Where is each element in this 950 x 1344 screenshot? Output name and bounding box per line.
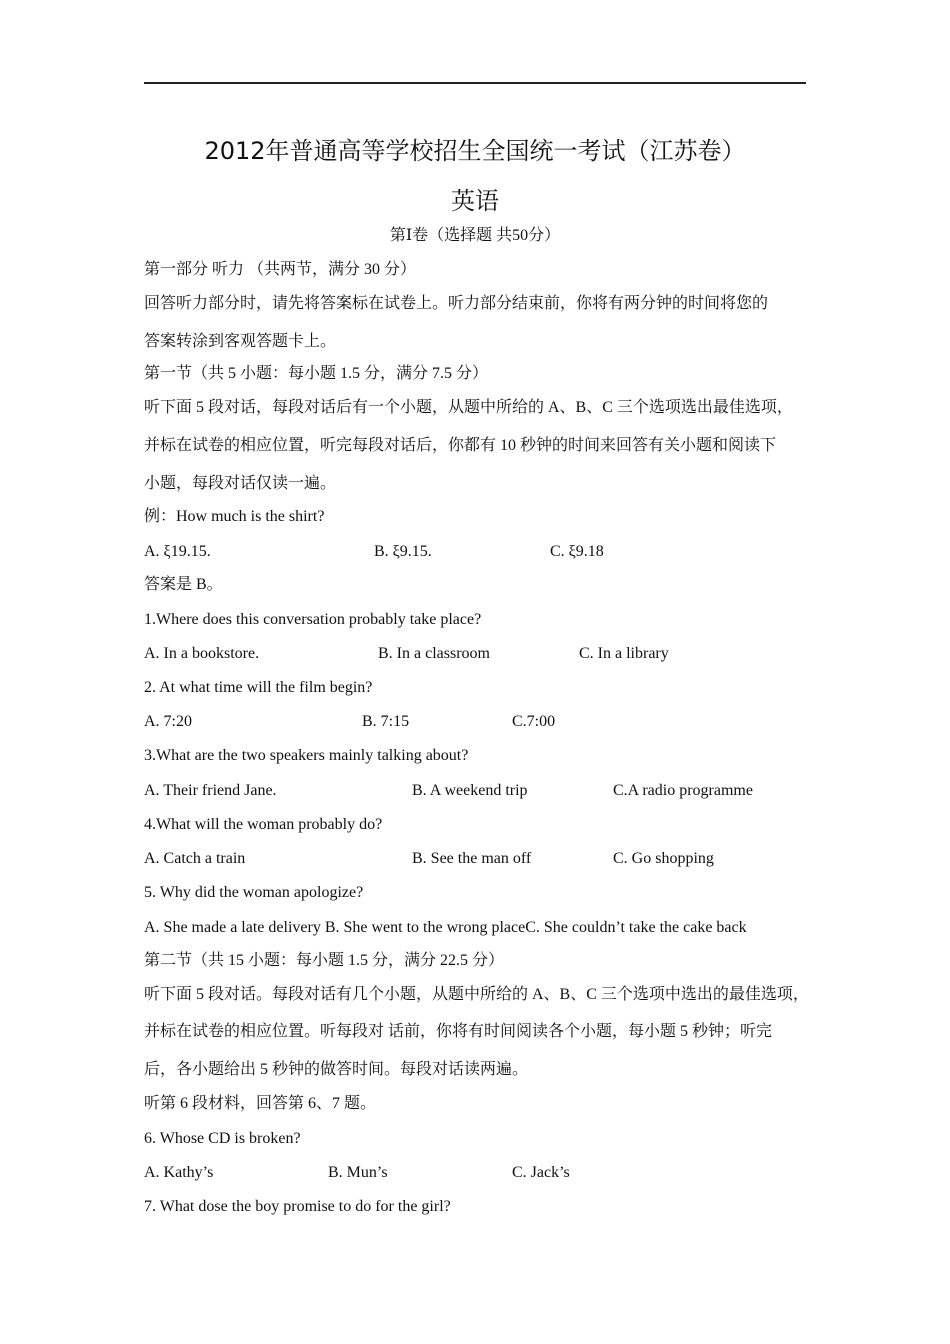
option-c[interactable]: C.7:00 [512, 713, 556, 730]
section2-heading: 第二节（共 15 小题：每小题 1.5 分，满分 22.5 分） [144, 952, 505, 969]
example-question: 例：How much is the shirt? [144, 508, 325, 525]
option-c[interactable]: C. In a library [579, 645, 669, 662]
question-7: 7. What dose the boy promise to do for the girl? [144, 1198, 451, 1215]
option-b[interactable]: B. A weekend trip [412, 782, 528, 799]
section1-instruction-line: 小题，每段对话仅读一遍。 [144, 475, 337, 492]
option-b[interactable]: B. 7:15 [362, 713, 410, 730]
volume-title: 第Ⅰ卷（选择题 共50分） [389, 227, 561, 244]
option-a[interactable]: A. Catch a train [144, 850, 246, 867]
option-a[interactable]: A. Their friend Jane. [144, 782, 277, 799]
option-b[interactable]: B. Mun’s [328, 1164, 388, 1181]
material-note: 听第 6 段材料，回答第 6、7 题。 [144, 1095, 377, 1112]
question-5-options[interactable]: A. She made a late delivery B. She went to the wrong placeC. She couldn’t take the cake back [144, 919, 747, 936]
option-a[interactable]: A. Kathy’s [144, 1164, 214, 1181]
option-c[interactable]: C. ξ9.18 [550, 543, 604, 560]
option-c[interactable]: C. Go shopping [613, 850, 714, 867]
option-b[interactable]: B. ξ9.15. [374, 543, 432, 560]
subject-title: 英语 [451, 187, 499, 215]
option-a[interactable]: A. In a bookstore. [144, 645, 260, 662]
part1-instruction-line: 答案转涂到客观答题卡上。 [144, 333, 337, 350]
section1-instruction-line: 听下面 5 段对话，每段对话后有一个小题，从题中所给的 A、B、C 三个选项选出最佳选项， [144, 399, 793, 416]
question-6: 6. Whose CD is broken? [144, 1130, 301, 1147]
question-5: 5. Why did the woman apologize? [144, 884, 364, 901]
section2-instruction-line: 后，各小题给出 5 秒钟的做答时间。每段对话读两遍。 [144, 1061, 529, 1078]
section1-heading: 第一节（共 5 小题：每小题 1.5 分，满分 7.5 分） [144, 365, 489, 382]
question-4: 4.What will the woman probably do? [144, 816, 383, 833]
question-2: 2. At what time will the film begin? [144, 679, 373, 696]
section2-instruction-line: 听下面 5 段对话。每段对话有几个小题，从题中所给的 A、B、C 三个选项中选出的最佳选项， [144, 986, 809, 1003]
section2-instruction-line: 并标在试卷的相应位置。听每段对 话前，你将有时间阅读各个小题，每小题 5 秒钟；听完 [144, 1023, 773, 1040]
option-c[interactable]: C.A radio programme [613, 782, 753, 799]
part1-heading: 第一部分 听力 （共两节，满分 30 分） [144, 261, 417, 278]
option-a[interactable]: A. ξ19.15. [144, 543, 211, 560]
example-answer: 答案是 B。 [144, 576, 223, 593]
option-a[interactable]: A. 7:20 [144, 713, 192, 730]
option-b[interactable]: B. See the man off [412, 850, 532, 867]
exam-title: 2012年普通高等学校招生全国统一考试（江苏卷） [204, 137, 746, 165]
section1-instruction-line: 并标在试卷的相应位置，听完每段对话后，你都有 10 秒钟的时间来回答有关小题和阅读下 [144, 437, 777, 454]
question-3: 3.What are the two speakers mainly talking about? [144, 747, 469, 764]
option-c[interactable]: C. Jack’s [512, 1164, 570, 1181]
top-rule [144, 82, 806, 84]
option-b[interactable]: B. In a classroom [378, 645, 490, 662]
question-1: 1.Where does this conversation probably take place? [144, 611, 482, 628]
part1-instruction-line: 回答听力部分时，请先将答案标在试卷上。听力部分结束前，你将有两分钟的时间将您的 [144, 295, 769, 312]
